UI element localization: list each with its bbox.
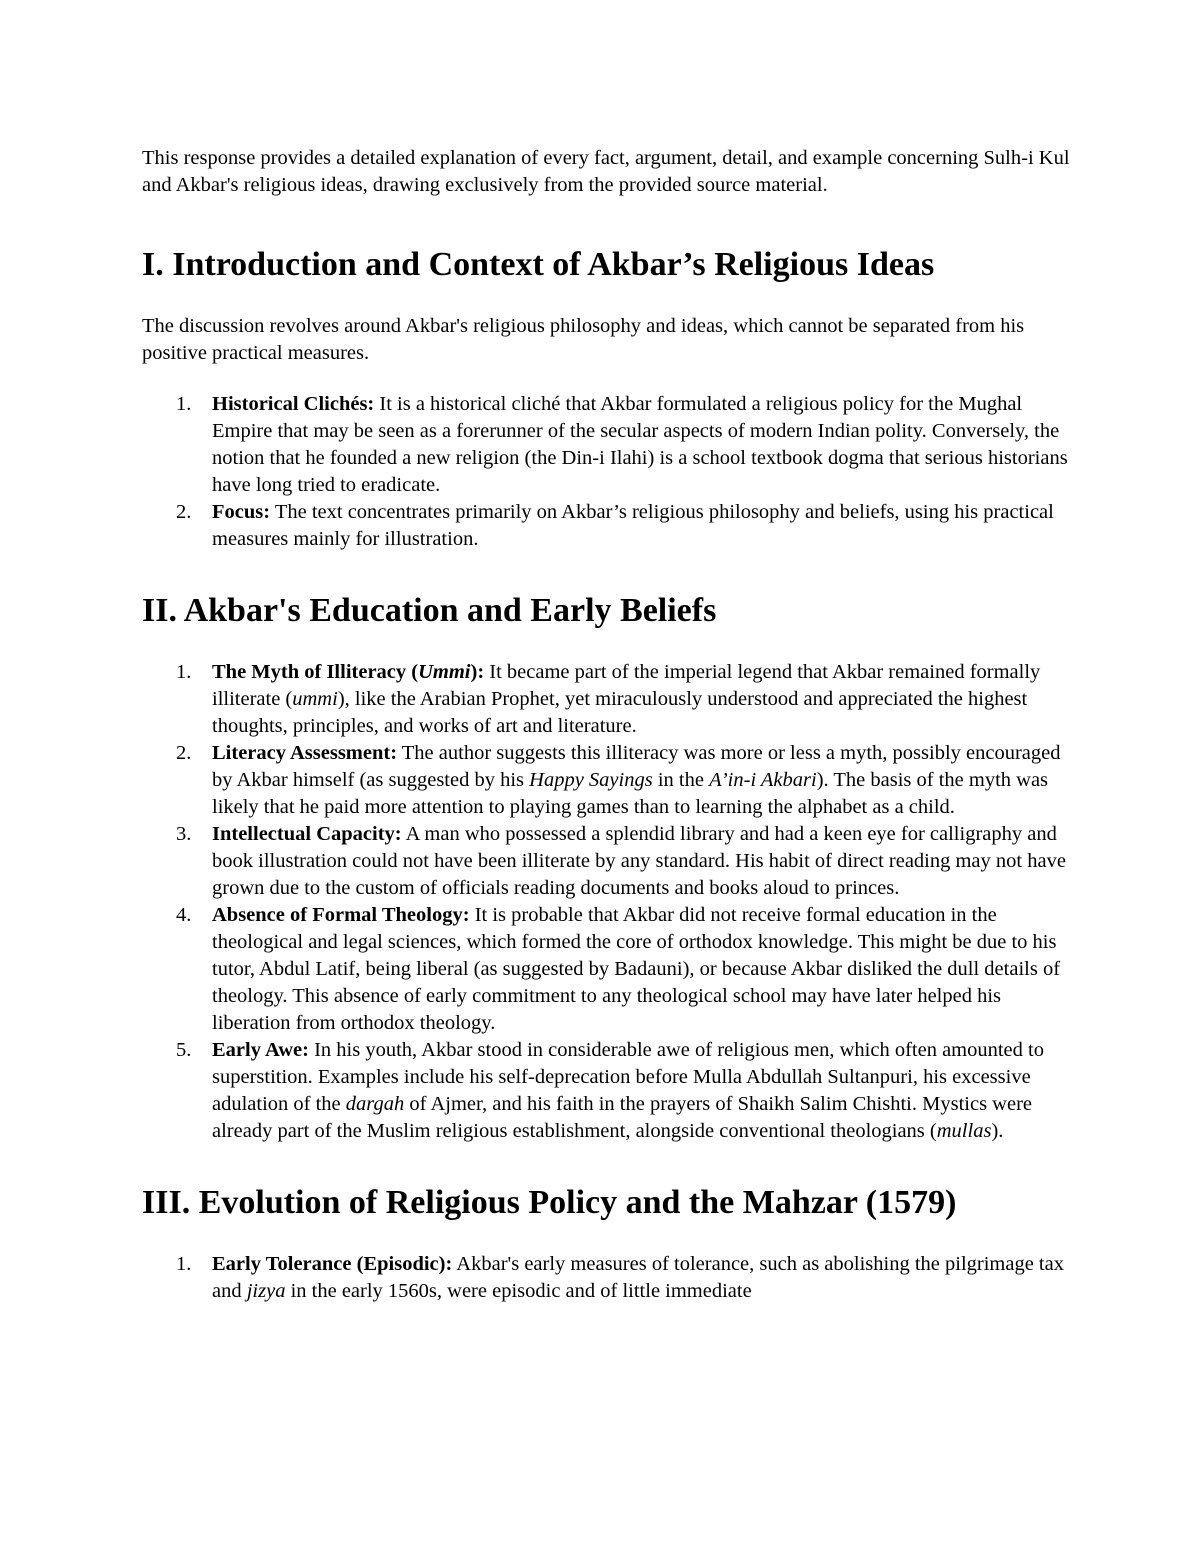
list-item-text (212, 661, 1040, 737)
text-run: in the early 1560s, were episodic and of little immediate (285, 1280, 752, 1302)
text-run: A man who possessed a splendid library and had a keen eye for calligraphy and book illustration could not have been illiterate by any standard. His habit of direct reading may not have grown due to the custom of officials reading documents and books aloud to princes. (212, 823, 1066, 899)
list-number: 4. (176, 904, 192, 926)
list-item-text (212, 1039, 1044, 1142)
text-run: It is a historical cliché that Akbar formulated a religious policy for the Mughal Empire that may be seen as a forerunner of the secular aspects of modern Indian polity. Conversely, the notion that he founded a new religion (the Din-i Ilahi) is a school textbook dogma that serious historians have long tried to eradicate. (212, 393, 1068, 496)
list-item (142, 659, 1072, 740)
text-run: in the (652, 769, 710, 791)
section-heading-education: II. Akbar's Education and Early Beliefs (142, 592, 717, 629)
text-run: ), like the Arabian Prophet, yet miraculously understood and appreciated the highest thoughts, principles, and works of art and literature. (212, 688, 1028, 737)
text-run: Happy Sayings (529, 769, 653, 791)
text-run: Intellectual Capacity: (212, 823, 402, 845)
text-run: ). (991, 1120, 1004, 1142)
text-run: Literacy Assessment: (212, 742, 398, 764)
section-intro-paragraph (142, 313, 1072, 367)
text-run: mullas (936, 1120, 992, 1142)
list-item-text (212, 823, 1066, 899)
text-run: ). The basis of the myth was likely that he paid more attention to playing games than to learning the alphabet as a child. (212, 769, 1049, 818)
list-number: 2. (176, 742, 192, 764)
section-heading-mahzar: III. Evolution of Religious Policy and the Mahzar (1579) (142, 1184, 957, 1221)
text-run: This response provides a detailed explanation of every fact, argument, detail, and example concerning Sulh-i Kul and Akbar's religious ideas, drawing exclusively from the provided source material. (142, 147, 1070, 196)
list-item-text (212, 1253, 1064, 1302)
list-item (142, 821, 1072, 902)
section-list-education (142, 659, 1072, 1145)
section-list-introduction (142, 391, 1072, 553)
text-run: It is probable that Akbar did not receive formal education in the theological and legal sciences, which formed the core of orthodox knowledge. This might be due to his tutor, Abdul Latif, being liberal (as suggested by Badauni), or because Akbar disliked the dull details of theology. This absence of early commitment to any theological school may have later helped his liberation from orthodox theology. (212, 904, 1061, 1034)
text-run: Akbar's early measures of tolerance, such as abolishing the pilgrimage tax and (212, 1253, 1064, 1302)
list-number: 1. (176, 1253, 192, 1275)
list-item (142, 391, 1072, 499)
text-run: A’in-i Akbari (709, 769, 817, 791)
section-list-mahzar (142, 1251, 1072, 1305)
text-run: Historical Clichés: (212, 393, 375, 415)
text-run: The author suggests this illiteracy was more or less a myth, possibly encouraged by Akbar himself (as suggested by his (212, 742, 1061, 791)
text-run: ): (470, 661, 485, 683)
text-run: Absence of Formal Theology: (212, 904, 470, 926)
text-run: Early Awe: (212, 1039, 309, 1061)
text-run: In his youth, Akbar stood in considerable awe of religious men, which often amounted to superstition. Examples include his self-deprecation before Mulla Abdullah Sultanpuri, his excessive adulation of the (212, 1039, 1044, 1115)
list-number: 2. (176, 501, 192, 523)
list-item-text (212, 501, 1054, 550)
text-run: Ummi (418, 661, 471, 683)
list-item (142, 902, 1072, 1037)
list-number: 1. (176, 661, 192, 683)
list-number: 3. (176, 823, 192, 845)
text-run: The discussion revolves around Akbar's religious philosophy and ideas, which cannot be separated from his positive practical measures. (142, 315, 1025, 364)
list-item (142, 499, 1072, 553)
document-content (142, 145, 1072, 1305)
list-item (142, 1251, 1072, 1305)
list-number: 5. (176, 1039, 192, 1061)
text-run: The text concentrates primarily on Akbar’s religious philosophy and beliefs, using his practical measures mainly for illustration. (212, 501, 1054, 550)
text-run: of Ajmer, and his faith in the prayers of Shaikh Salim Chishti. Mystics were already part of the Muslim religious establishment, alongside conventional theologians ( (212, 1093, 1033, 1142)
list-item-text (212, 393, 1068, 496)
text-run: ummi (292, 688, 338, 710)
section-heading-introduction: I. Introduction and Context of Akbar’s Religious Ideas (142, 246, 935, 283)
text-run: The Myth of Illiteracy ( (212, 661, 419, 683)
intro-paragraph (142, 145, 1072, 199)
text-run: jizya (246, 1280, 286, 1302)
text-run: Early Tolerance (Episodic): (212, 1253, 453, 1275)
text-run: Focus: (212, 501, 271, 523)
list-number: 1. (176, 393, 192, 415)
list-item (142, 1037, 1072, 1145)
list-item-text (212, 742, 1061, 818)
text-run: dargah (345, 1093, 405, 1115)
text-run: It became part of the imperial legend that Akbar remained formally illiterate ( (212, 661, 1041, 710)
list-item-text (212, 904, 1060, 1034)
list-item (142, 740, 1072, 821)
